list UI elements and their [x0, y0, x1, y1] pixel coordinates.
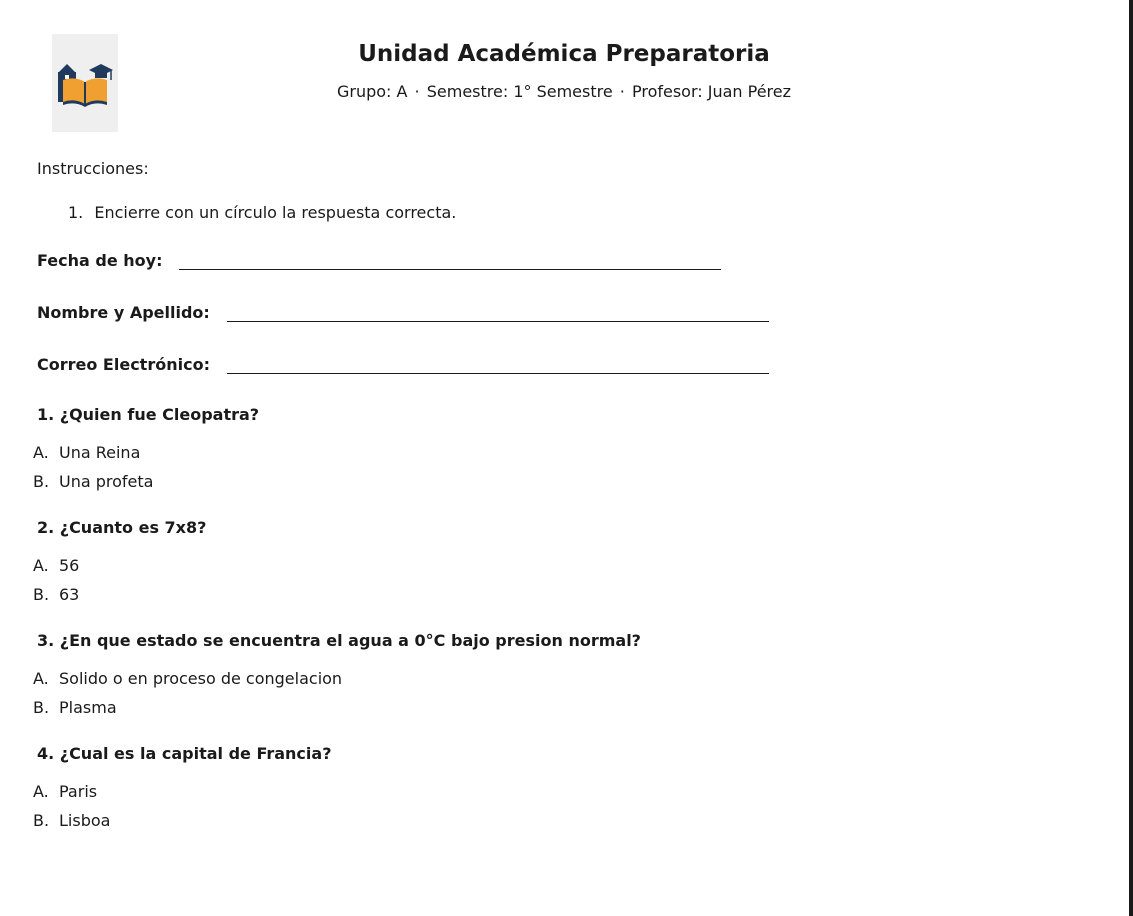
name-field	[37, 301, 769, 322]
instructions-label: Instrucciones:	[37, 159, 149, 178]
question-2: 2. ¿Cuanto es 7x8?	[37, 518, 207, 537]
option-text: Paris	[59, 782, 98, 801]
question-4-option-a[interactable]	[33, 782, 97, 801]
option-letter: B.	[33, 585, 50, 604]
option-letter: B.	[33, 472, 50, 491]
email-line[interactable]	[227, 353, 769, 374]
profesor-text: Profesor: Juan Pérez	[631, 82, 792, 101]
question-3-option-a[interactable]	[33, 669, 342, 688]
question-3: 3. ¿En que estado se encuentra el agua a 0°C bajo presion normal?	[37, 631, 641, 650]
option-text: Lisboa	[59, 811, 111, 830]
question-4: 4. ¿Cual es la capital de Francia?	[37, 744, 332, 763]
date-line[interactable]	[179, 249, 721, 270]
instruction-number: 1.	[68, 203, 84, 222]
option-letter: A.	[33, 443, 49, 462]
question-2-option-b[interactable]	[33, 585, 79, 604]
instructions-list	[68, 203, 456, 222]
email-field	[37, 353, 769, 374]
header	[250, 40, 878, 102]
semestre-text: Semestre: 1° Semestre	[426, 82, 613, 101]
question-1-option-b[interactable]	[33, 472, 153, 491]
school-book-graduation-cap-icon	[55, 58, 115, 108]
option-letter: B.	[33, 698, 50, 717]
question-3-option-b[interactable]	[33, 698, 117, 717]
question-2-option-a[interactable]	[33, 556, 79, 575]
course-info	[250, 82, 878, 102]
question-4-option-b[interactable]	[33, 811, 110, 830]
option-letter: A.	[33, 669, 49, 688]
question-1-option-a[interactable]	[33, 443, 140, 462]
option-text: Una profeta	[59, 472, 154, 491]
option-text: Una Reina	[59, 443, 141, 462]
page-right-border	[1129, 0, 1133, 916]
school-logo	[52, 34, 118, 132]
instruction-text: Encierre con un círculo la respuesta correcta.	[94, 203, 457, 222]
name-label: Nombre y Apellido:	[37, 303, 210, 322]
option-letter: B.	[33, 811, 50, 830]
grupo-text: Grupo: A	[336, 82, 408, 101]
date-field	[37, 249, 721, 270]
option-text: 56	[59, 556, 80, 575]
option-text: Solido o en proceso de congelacion	[59, 669, 343, 688]
question-1: 1. ¿Quien fue Cleopatra?	[37, 405, 260, 424]
name-line[interactable]	[227, 301, 769, 322]
option-letter: A.	[33, 782, 49, 801]
separator: ·	[414, 82, 420, 101]
page-title: Unidad Académica Preparatoria	[358, 41, 770, 67]
option-letter: A.	[33, 556, 49, 575]
separator: ·	[619, 82, 625, 101]
option-text: 63	[59, 585, 80, 604]
email-label: Correo Electrónico:	[37, 355, 210, 374]
instruction-item	[68, 203, 456, 222]
date-label: Fecha de hoy:	[37, 251, 163, 270]
option-text: Plasma	[59, 698, 117, 717]
